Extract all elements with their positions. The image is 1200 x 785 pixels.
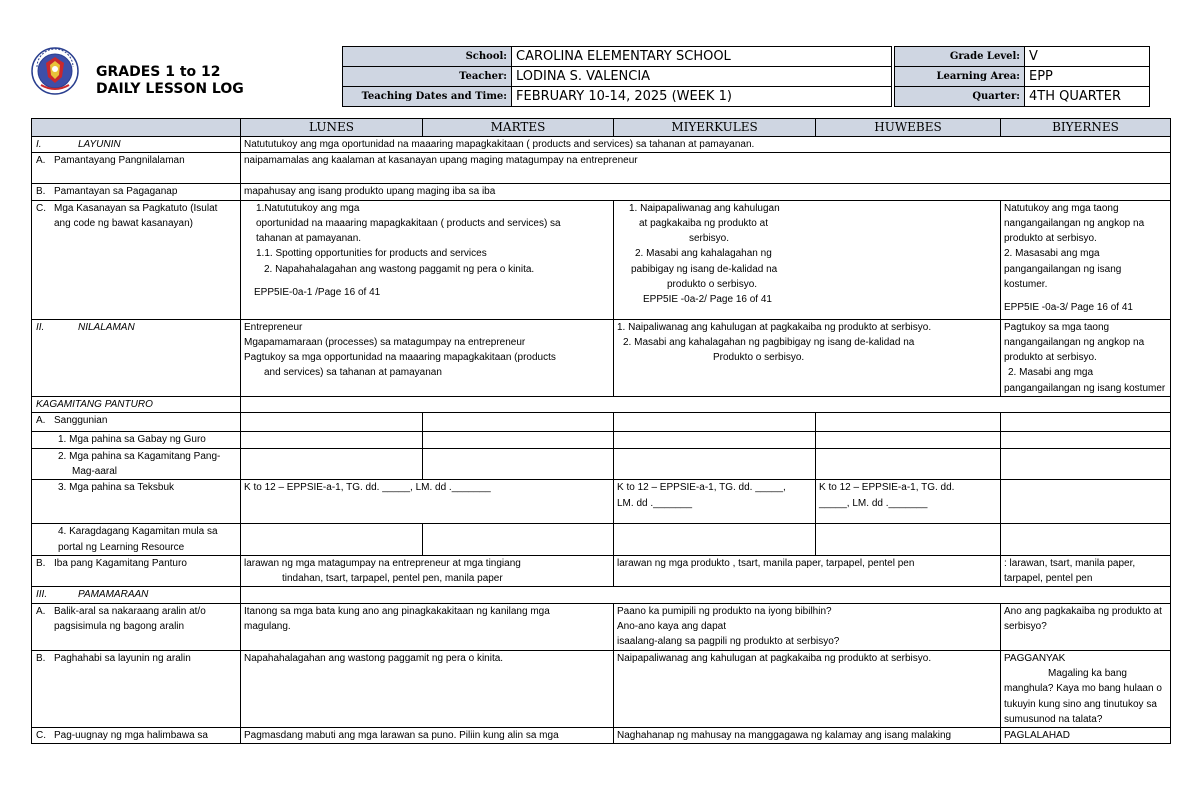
kasanayan-miyerkules: 1. Naipapaliwanag ang kahulugan at pagkakaiba ng produkto at serbisyo. 2. Masabi ang kahalagahan ng pabibigay ng isang de-kalidad na produkto o serbisyo. EPP5IE -0a-2/ Page 16 of 41 — [614, 200, 1001, 319]
pamantayang-pangnilalaman-label: A. Pamantayang Pangnilalaman — [32, 153, 241, 184]
nilalaman-label: II. NILALAMAN — [32, 319, 241, 396]
kasanayan-lunes: 1.Natututukoy ang mga oportunidad na maaaring mapagkakitaan ( products and services) sa tahanan at pamayanan. 1.1. Spotting opportunities for products and services 2. Napahahalagahan ang wastong paggamit ng pera o kinita. EPP5IE-0a-1 /Page 16 of 41 — [241, 200, 614, 319]
kagamitan-title-row — [32, 397, 1171, 413]
day-header-huwebes: HUWEBES — [816, 119, 1001, 137]
paghahabi-miyerkules: Naipapaliwanag ang kahulugan at pagkakaiba ng produkto at serbisyo. — [614, 650, 1001, 727]
balik-aral-biyernes: Ano ang pagkakaiba ng produkto at serbisyo? — [1001, 603, 1171, 650]
teacher-value: LODINA S. VALENCIA — [512, 67, 892, 87]
kasanayan-label: C. Mga Kasanayan sa Pagkatuto (Isulat ang code ng bawat kasanayan) — [32, 200, 241, 319]
paghahabi-biyernes: PAGGANYAK Magaling ka bang manghula? Kaya mo bang hulaan o tukuyin kung sino ang tinutukoy sa sumusunod na talata? — [1001, 650, 1171, 727]
title-line-1: GRADES 1 to 12 — [96, 64, 221, 80]
pag-uugnay-lunes: Pagmasdang mabuti ang mga larawan sa puno. Piliin kung alin sa mga — [241, 728, 614, 744]
iba-pang-kagamitan-row — [32, 555, 1171, 587]
iba-pang-kagamitan-miyerkules: larawan ng mga produkto , tsart, manila paper, tarpapel, pentel pen — [614, 555, 1001, 587]
pamantayan-pagganap-label: B. Pamantayan sa Pagaganap — [32, 184, 241, 200]
pamantayan-pagganap-row — [32, 184, 1171, 200]
layunin-text: Natututukoy ang mga oportunidad na maaaring mapagkakitaan ( products and services) sa tahanan at pamayanan. — [241, 137, 1171, 153]
kagamitang-pang-mag-aaral-row — [32, 448, 1171, 480]
teksbuk-miyerkules: K to 12 – EPPSIE-a-1, TG. dd. _____, LM. dd ._______ — [614, 480, 816, 524]
teksbuk-lunes: K to 12 – EPPSIE-a-1, TG. dd. _____, LM. dd ._______ — [241, 480, 614, 524]
sanggunian-label: A. Sanggunian — [32, 413, 241, 432]
layunin-label: I. LAYUNIN — [32, 137, 241, 153]
teksbuk-label: 3. Mga pahina sa Teksbuk — [32, 480, 241, 524]
karagdagang-kagamitan-row — [32, 524, 1171, 556]
paghahabi-lunes: Napahahalagahan ang wastong paggamit ng pera o kinita. — [241, 650, 614, 727]
pamamaraan-title: III. PAMAMARAAN — [32, 587, 241, 603]
teaching-dates-value: FEBRUARY 10-14, 2025 (WEEK 1) — [512, 87, 892, 107]
gabay-label: 1. Mga pahina sa Gabay ng Guro — [32, 432, 241, 448]
balik-aral-label: A. Balik-aral sa nakaraang aralin at/o pagsisimula ng bagong aralin — [32, 603, 241, 650]
sanggunian-row — [32, 413, 1171, 432]
teaching-dates-label: Teaching Dates and Time: — [343, 87, 512, 107]
learning-area-label: Learning Area: — [895, 67, 1025, 87]
day-header-martes: MARTES — [423, 119, 614, 137]
pag-uugnay-label: C. Pag-uugnay ng mga halimbawa sa — [32, 728, 241, 744]
teacher-label: Teacher: — [343, 67, 512, 87]
quarter-label: Quarter: — [895, 87, 1025, 107]
learning-area-value: EPP — [1025, 67, 1150, 87]
grade-level-label: Grade Level: — [895, 47, 1025, 67]
school-label: School: — [343, 47, 512, 67]
balik-aral-miyerkules: Paano ka pumipili ng produkto na iyong bibilhin? Ano-ano kaya ang dapat isaalang-alang sa pagpili ng produkto at serbisyo? — [614, 603, 1001, 650]
pag-uugnay-row — [32, 728, 1171, 744]
pamamaraan-title-row — [32, 587, 1171, 603]
gabay-row — [32, 432, 1171, 448]
lesson-log-table — [31, 118, 1171, 744]
nilalaman-biyernes: Pagtukoy sa mga taong nangangailangan ng angkop na produkto at serbisyo. 2. Masabi ang mga pangangailangan ng isang kostumer — [1001, 319, 1171, 396]
grade-level-value: V — [1025, 47, 1150, 67]
balik-aral-row — [32, 603, 1171, 650]
layunin-row — [32, 137, 1171, 153]
kagamitang-pang-mag-aaral-label: 2. Mga pahina sa Kagamitang Pang- Mag-aaral — [32, 448, 241, 480]
days-header-row — [32, 119, 1171, 137]
kasanayan-row — [32, 200, 1171, 319]
kagamitan-title: KAGAMITANG PANTURO — [32, 397, 241, 413]
teksbuk-huwebes: K to 12 – EPPSIE-a-1, TG. dd. _____, LM. dd ._______ — [816, 480, 1001, 524]
pag-uugnay-miyerkules: Naghahanap ng mahusay na manggagawa ng kalamay ang isang malaking — [614, 728, 1001, 744]
pag-uugnay-biyernes: PAGLALAHAD — [1001, 728, 1171, 744]
title-line-2: DAILY LESSON LOG — [96, 81, 244, 97]
karagdagang-kagamitan-label: 4. Karagdagang Kagamitan mula sa portal ng Learning Resource — [32, 524, 241, 556]
day-header-lunes: LUNES — [241, 119, 423, 137]
nilalaman-row — [32, 319, 1171, 396]
paghahabi-row — [32, 650, 1171, 727]
day-header-miyerkules: MIYERKULES — [614, 119, 816, 137]
iba-pang-kagamitan-biyernes: : larawan, tsart, manila paper, tarpapel, pentel pen — [1001, 555, 1171, 587]
pamantayang-pangnilalaman-row — [32, 153, 1171, 184]
school-value: CAROLINA ELEMENTARY SCHOOL — [512, 47, 892, 67]
nilalaman-miyerkules: 1. Naipaliwanag ang kahulugan at pagkakaiba ng produkto at serbisyo. 2. Masabi ang kahalagahan ng pagbibigay ng isang de-kalidad na Produkto o serbisyo. — [614, 319, 1001, 396]
quarter-value: 4TH QUARTER — [1025, 87, 1150, 107]
balik-aral-lunes: Itanong sa mga bata kung ano ang pinagkakakitaan ng kanilang mga magulang. — [241, 603, 614, 650]
header-info-table — [342, 46, 1150, 107]
iba-pang-kagamitan-lunes: larawan ng mga matagumpay na entrepreneur at mga tingiang tindahan, tsart, tarpapel, pentel pen, manila paper — [241, 555, 614, 587]
nilalaman-lunes: Entrepreneur Mgapamamaraan (processes) sa matagumpay na entrepreneur Pagtukoy sa mga opportunidad na maaaring mapagkakitaan (products and services) sa tahanan at pamayanan — [241, 319, 614, 396]
page-title — [96, 64, 244, 98]
teksbuk-row — [32, 480, 1171, 524]
iba-pang-kagamitan-label: B. Iba pang Kagamitang Panturo — [32, 555, 241, 587]
pamantayan-pagganap-text: mapahusay ang isang produkto upang maging iba sa iba — [241, 184, 1171, 200]
day-header-biyernes: BIYERNES — [1001, 119, 1171, 137]
header-corner — [32, 119, 241, 137]
deped-seal-logo — [31, 47, 79, 95]
paghahabi-label: B. Paghahabi sa layunin ng aralin — [32, 650, 241, 727]
pamantayang-pangnilalaman-text: naipamamalas ang kaalaman at kasanayan upang maging matagumpay na entrepreneur — [241, 153, 1171, 184]
kasanayan-biyernes: Natutukoy ang mga taong nangangailangan ng angkop na produkto at serbisyo. 2. Masasabi ang mga pangangailangan ng isang kostumer. EPP5IE -0a-3/ Page 16 of 41 — [1001, 200, 1171, 319]
